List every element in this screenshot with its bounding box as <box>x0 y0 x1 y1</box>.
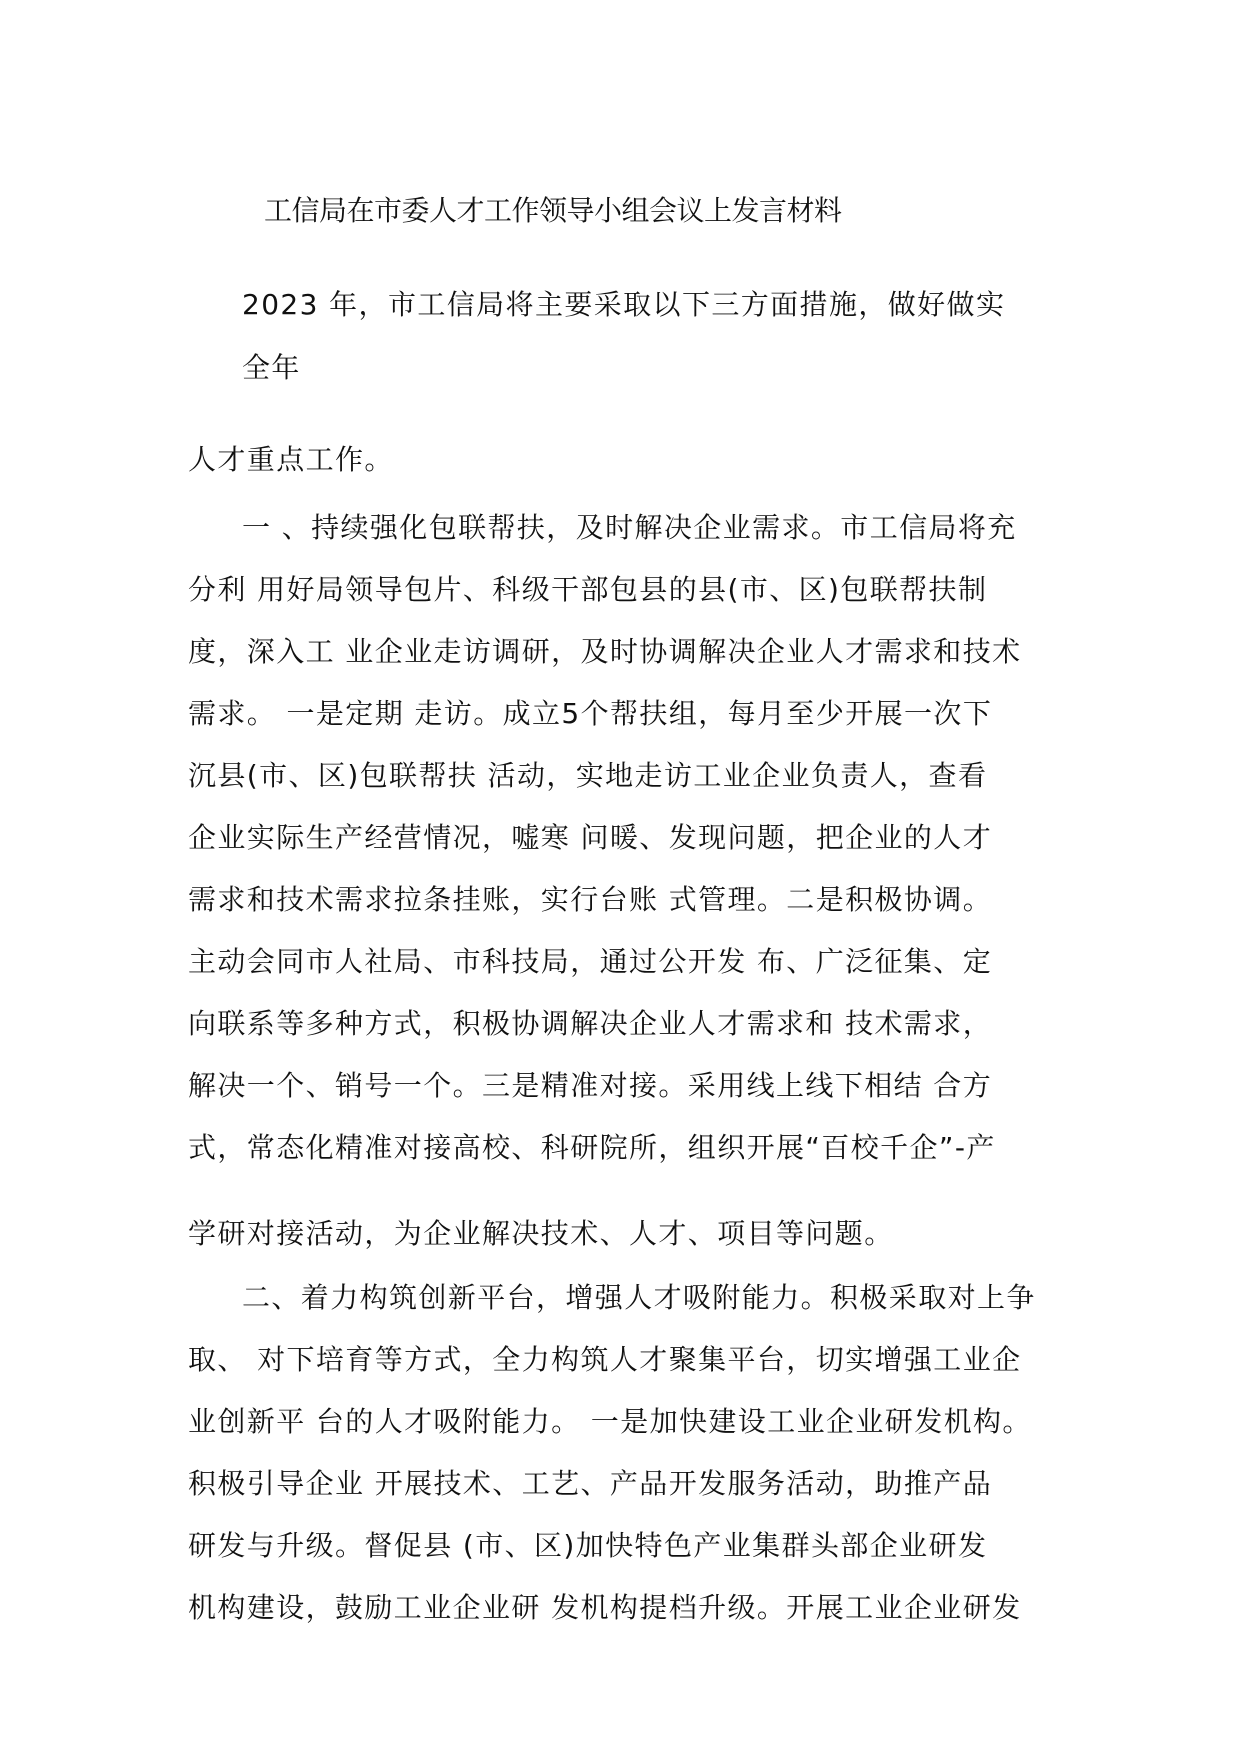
paragraph-line: 人才重点工作。 <box>188 443 394 476</box>
document-title: 工信局在市委人才工作领导小组会议上发言材料 <box>264 194 842 227</box>
paragraph-line: 研发与升级。督促县 (市、区)加快特色产业集群头部企业研发 <box>188 1529 988 1562</box>
paragraph-line: 分利 用好局领导包片、科级干部包县的县(市、区)包联帮扶制 <box>188 573 988 606</box>
paragraph-line: 解决一个、销号一个。三是精准对接。采用线上线下相结 合方 <box>188 1069 993 1102</box>
paragraph-line: 机构建设，鼓励工业企业研 发机构提档升级。开展工业企业研发 <box>188 1591 1022 1624</box>
paragraph-line: 沉县(市、区)包联帮扶 活动，实地走访工业企业负责人，查看 <box>188 759 988 792</box>
paragraph-line: 主动会同市人社局、市科技局，通过公开发 布、广泛征集、定 <box>188 945 993 978</box>
paragraph-line: 向联系等多种方式，积极协调解决企业人才需求和 技术需求， <box>188 1007 993 1040</box>
paragraph-line: 学研对接活动，为企业解决技术、人才、项目等问题。 <box>188 1217 894 1250</box>
paragraph-line: 业创新平 台的人才吸附能力。 一是加快建设工业企业研发机构。 <box>188 1405 1032 1438</box>
paragraph-line: 企业实际生产经营情况，嘘寒 问暖、发现问题，把企业的人才 <box>188 821 993 854</box>
paragraph-line: 二、着力构筑创新平台，增强人才吸附能力。积极采取对上争 <box>242 1281 1036 1314</box>
paragraph-line: 一 、持续强化包联帮扶，及时解决企业需求。市工信局将充 <box>242 511 1017 544</box>
paragraph-line: 需求。 一是定期 走访。成立5个帮扶组，每月至少开展一次下 <box>188 697 993 730</box>
paragraph-line: 需求和技术需求拉条挂账，实行台账 式管理。二是积极协调。 <box>188 883 993 916</box>
paragraph-line: 式，常态化精准对接高校、科研院所，组织开展“百校千企”-产 <box>188 1131 996 1164</box>
paragraph-line: 积极引导企业 开展技术、工艺、产品开发服务活动，助推产品 <box>188 1467 993 1500</box>
paragraph-line: 全年 <box>242 351 301 384</box>
paragraph-line: 度，深入工 业企业走访调研，及时协调解决企业人才需求和技术 <box>188 635 1022 668</box>
paragraph-line: 2023 年，市工信局将主要采取以下三方面措施，做好做实 <box>242 288 1006 321</box>
paragraph-line: 取、 对下培育等方式，全力构筑人才聚集平台，切实增强工业企 <box>188 1343 1022 1376</box>
